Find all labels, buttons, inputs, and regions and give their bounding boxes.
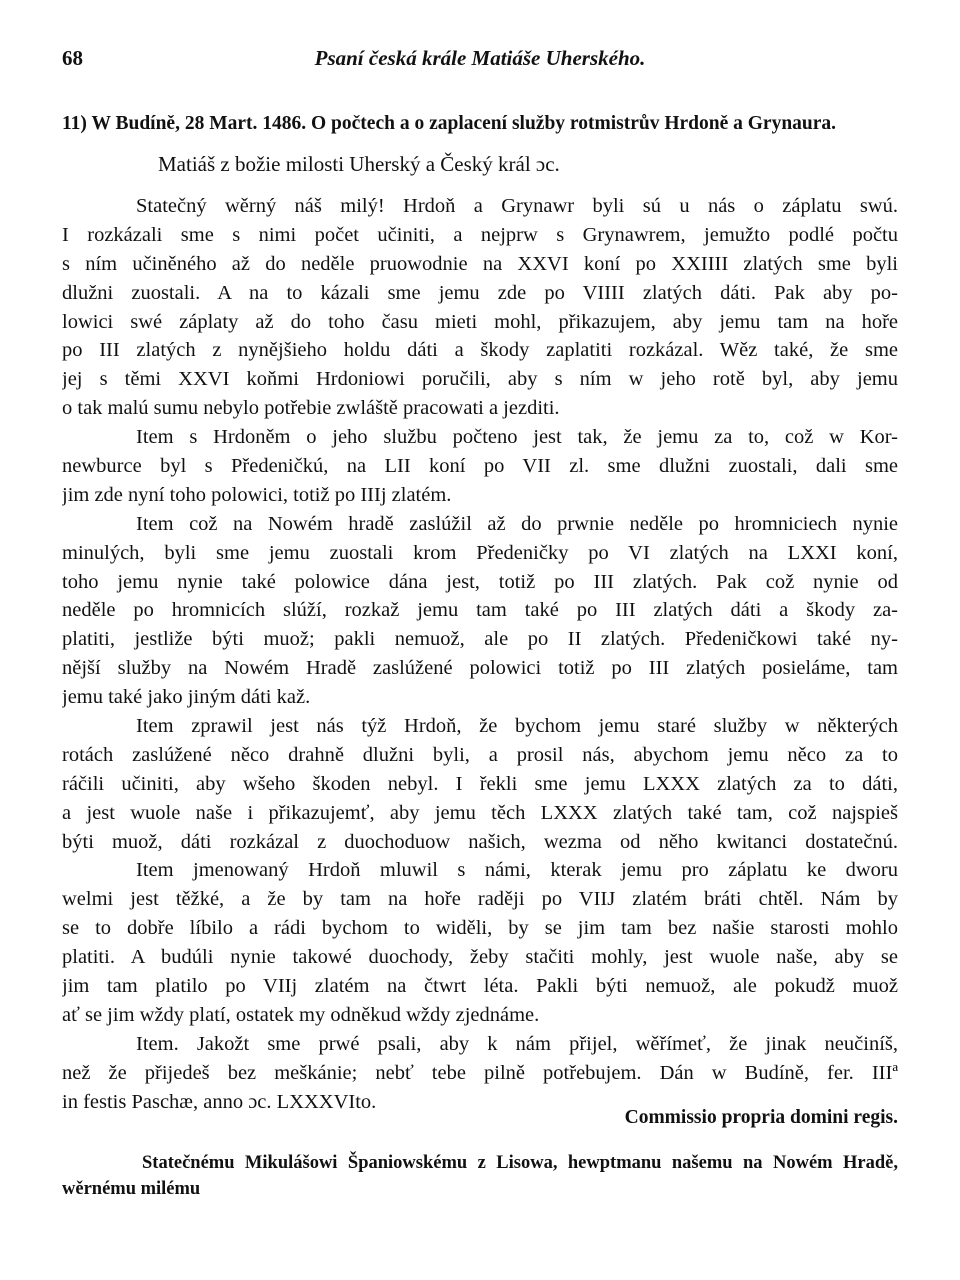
body-line: se to dobře líbilo a rádi bychom to widěli, by se jim tam bez našie starosti mohlo <box>62 917 898 940</box>
body-line: platiti. A budúli nynie takowé duochody, žeby stačiti mohly, jest wuole naše, aby se <box>62 946 898 969</box>
body-line: o tak malú sumu nebylo potřebie zwláště pracowati a jezditi. <box>62 397 560 420</box>
document-heading: 11) W Budíně, 28 Mart. 1486. O počtech a o zaplacení služby rotmistrův Hrdoně a Grynaura. <box>62 113 837 134</box>
address-block <box>62 1150 898 1202</box>
body-line: minulých, byli sme jemu zuostali krom Předeničky po VI zlatých na LXXI koní, <box>62 541 898 564</box>
signature: Commissio propria domini regis. <box>624 1107 898 1128</box>
body-line: rotách zaslúžené něco drahně dlužni byli, a prosil nás, abychom jemu něco za to <box>62 743 898 766</box>
body-line: Item zprawil jest nás týž Hrdoň, že bychom jemu staré služby w některých <box>136 715 898 738</box>
body-line: ráčili učiniti, aby wšeho škoden nebyl. I řekli sme jemu LXXX zlatých za to dáti, <box>62 772 898 795</box>
book-page <box>62 0 898 1280</box>
body-line: toho jemu nynie také polowice dána jest, totiž po III zlatých. Pak což nynie od <box>62 570 898 593</box>
body-line: jim tam platilo po VIIj zlatém na čtwrt léta. Pakli býti nemuož, ale pokudž muož <box>62 975 898 998</box>
body-line: nější služby na Nowém Hradě zaslúžené polowici totiž po III zlatých posieláme, tam <box>62 657 898 680</box>
body-line: jej s těmi XXVI koňmi Hrdoniowi poručili, aby s ním w jeho rotě byl, aby jemu <box>62 368 898 391</box>
body-line: s ním učiněného až do neděle pruowodnie na XXVI koní po XXIIII zlatých sme byli <box>62 252 898 275</box>
body-line: Statečný wěrný náš milý! Hrdoň a Grynawr byli sú u nás o záplatu swú. <box>136 195 898 217</box>
running-title: Psaní česká krále Matiáše Uherského. <box>314 46 646 70</box>
body-line: dlužni zuostali. A na to kázali sme jemu zde po VIIII zlatých dáti. Pak aby po- <box>62 281 898 304</box>
body-line: lowici swé záplaty až do toho času mieti mohl, přikazujem, aby jemu tam na hoře <box>62 310 898 333</box>
body-line: jim zde nyní toho polowici, totiž po IIIj zlatém. <box>62 483 452 506</box>
address-line: Statečnému Mikulášowi Španiowskému z Lisowa, hewptmanu našemu na Nowém Hradě, <box>142 1153 898 1173</box>
body-line: a jest wuole naše i přikazujemť, aby jemu těch LXXX zlatých také tam, což najspieš <box>62 801 898 824</box>
address-line: wěrnému milému <box>62 1179 201 1199</box>
body-line: Item. Jakožt sme prwé psali, aby k nám přijel, wěřímeť, že jinak neučiníš, <box>136 1032 898 1055</box>
body-line: býti muož, dáti rozkázal z duochoduow našich, wezma od něho kwitanci dostatečnú. <box>62 830 898 853</box>
body-line: in festis Paschæ, anno ɔc. LXXXVIto. <box>62 1090 377 1113</box>
body-line: I rozkázali sme s nimi počet učiniti, a nejprw s Grynawrem, jemužto podlé počtu <box>62 223 898 246</box>
running-head <box>62 46 898 76</box>
page-number: 68 <box>62 46 83 70</box>
body-line: jemu také jako jiným dáti kaž. <box>62 686 311 709</box>
body-line: Item což na Nowém hradě zaslúžil až do prwnie neděle po hromniciech nynie <box>136 512 898 535</box>
body-line: ať se jim wždy platí, ostatek my odněkud wždy zjednáme. <box>62 1003 540 1026</box>
letter-body <box>62 192 898 1117</box>
body-line: platiti, jestliže býti muož; pakli nemuož, ale po II zlatých. Předeničkowi také ny- <box>62 628 898 651</box>
body-line: než že přijedeš bez meškánie; nebť tebe pilně potřebujem. Dán w Budíně, fer. IIIª <box>62 1061 898 1084</box>
body-line: newburce byl s Předeničkú, na LII koní po VII zl. sme dlužni zuostali, dali sme <box>62 455 898 478</box>
body-line: neděle po hromnicích slúží, rozkaž jemu tam také po III zlatých dáti a škody za- <box>62 599 898 622</box>
body-line: po III zlatých z nynějšieho holdu dáti a škody zaplatiti rozkázal. Wěz také, že sme <box>62 339 898 362</box>
body-line: welmi jest těžké, a že by tam na hoře raději po VIIJ zlatém bráti chtěl. Nám by <box>62 888 898 911</box>
body-line: Item jmenowaný Hrdoň mluwil s námi, kterak jemu pro záplatu ke dworu <box>136 859 898 882</box>
body-line: Item s Hrdoněm o jeho službu počteno jest tak, že jemu za to, což w Kor- <box>136 426 898 449</box>
salutation: Matiáš z božie milosti Uherský a Český král ɔc. <box>158 152 560 176</box>
